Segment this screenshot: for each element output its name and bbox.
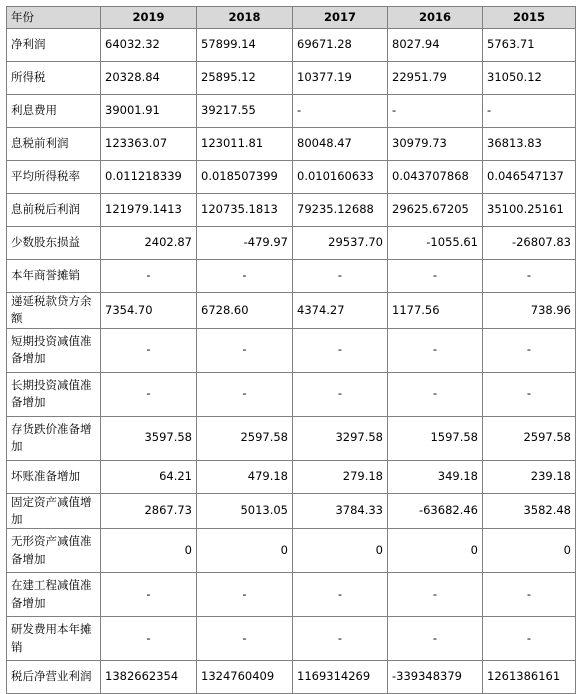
table-cell: 2597.58 [483, 416, 576, 460]
table-cell: 22951.79 [388, 62, 483, 95]
row-label: 存货跌价准备增加 [7, 416, 101, 460]
table-cell: 29537.70 [293, 227, 388, 260]
table-row [7, 661, 576, 694]
table-cell: - [197, 328, 293, 372]
header-year: 2015 [483, 7, 576, 29]
table-cell: - [197, 260, 293, 293]
table-cell: 2597.58 [197, 416, 293, 460]
table-cell: 279.18 [293, 460, 388, 493]
table-cell: 69671.28 [293, 29, 388, 62]
table-cell: 0.046547137 [483, 161, 576, 194]
table-cell: 0 [483, 529, 576, 573]
table-cell: -1055.61 [388, 227, 483, 260]
row-label: 息前税后利润 [7, 194, 101, 227]
table-row [7, 95, 576, 128]
table-cell: 80048.47 [293, 128, 388, 161]
header-row [7, 7, 576, 29]
table-cell: - [483, 617, 576, 661]
table-cell: 1324760409 [197, 661, 293, 694]
table-row [7, 416, 576, 460]
table-cell: - [101, 573, 197, 617]
table-row [7, 293, 576, 329]
table-cell: - [483, 260, 576, 293]
table-cell: 79235.12688 [293, 194, 388, 227]
table-row [7, 194, 576, 227]
table-row [7, 29, 576, 62]
row-label: 无形资产减值准备增加 [7, 529, 101, 573]
table-cell: 1382662354 [101, 661, 197, 694]
table-cell: 64032.32 [101, 29, 197, 62]
table-cell: 6728.60 [197, 293, 293, 329]
table-cell: - [388, 260, 483, 293]
header-year: 2018 [197, 7, 293, 29]
table-cell: -63682.46 [388, 493, 483, 529]
row-label: 短期投资减值准备增加 [7, 328, 101, 372]
table-cell: 479.18 [197, 460, 293, 493]
table-cell: - [293, 95, 388, 128]
table-cell: -26807.83 [483, 227, 576, 260]
table-cell: 4374.27 [293, 293, 388, 329]
table-cell: 10377.19 [293, 62, 388, 95]
table-cell: 5013.05 [197, 493, 293, 529]
table-cell: -339348379 [388, 661, 483, 694]
header-year: 2017 [293, 7, 388, 29]
table-cell: - [197, 372, 293, 416]
table-cell: 31050.12 [483, 62, 576, 95]
table-cell: 1177.56 [388, 293, 483, 329]
table-cell: - [101, 260, 197, 293]
table-cell: - [293, 260, 388, 293]
table-cell: - [293, 372, 388, 416]
table-cell: 0.010160633 [293, 161, 388, 194]
table-cell: 29625.67205 [388, 194, 483, 227]
table-cell: - [101, 328, 197, 372]
table-cell: 7354.70 [101, 293, 197, 329]
table-cell: 8027.94 [388, 29, 483, 62]
table-cell: 738.96 [483, 293, 576, 329]
table-cell: - [101, 617, 197, 661]
table-cell: - [483, 328, 576, 372]
table-row [7, 493, 576, 529]
table-row [7, 227, 576, 260]
table-body [7, 29, 576, 694]
table-cell: - [388, 372, 483, 416]
row-label: 平均所得税率 [7, 161, 101, 194]
table-cell: - [388, 617, 483, 661]
table-cell: 2867.73 [101, 493, 197, 529]
table-cell: 0 [293, 529, 388, 573]
table-cell: 2402.87 [101, 227, 197, 260]
table-cell: - [101, 372, 197, 416]
header-year: 2016 [388, 7, 483, 29]
table-row [7, 573, 576, 617]
table-cell: 64.21 [101, 460, 197, 493]
table-cell: 0.043707868 [388, 161, 483, 194]
table-cell: - [197, 573, 293, 617]
table-row [7, 372, 576, 416]
table-cell: 3597.58 [101, 416, 197, 460]
row-label: 坏账准备增加 [7, 460, 101, 493]
table-row [7, 617, 576, 661]
table-cell: 120735.1813 [197, 194, 293, 227]
table-cell: - [293, 328, 388, 372]
row-label: 本年商誉摊销 [7, 260, 101, 293]
row-label: 在建工程减值准备增加 [7, 573, 101, 617]
row-label: 所得税 [7, 62, 101, 95]
table-cell: 0.018507399 [197, 161, 293, 194]
row-label: 净利润 [7, 29, 101, 62]
table-row [7, 460, 576, 493]
table-cell: - [483, 372, 576, 416]
row-label: 少数股东损益 [7, 227, 101, 260]
table-cell: - [293, 617, 388, 661]
row-label: 息税前利润 [7, 128, 101, 161]
table-row [7, 529, 576, 573]
table-row [7, 161, 576, 194]
table-cell: - [388, 573, 483, 617]
header-year: 2019 [101, 7, 197, 29]
table-cell: 123363.07 [101, 128, 197, 161]
table-row [7, 62, 576, 95]
table-cell: 3582.48 [483, 493, 576, 529]
table-cell: -479.97 [197, 227, 293, 260]
table-cell: 1597.58 [388, 416, 483, 460]
table-cell: 349.18 [388, 460, 483, 493]
row-label: 固定资产减值增加 [7, 493, 101, 529]
row-label: 税后净营业利润 [7, 661, 101, 694]
table-cell: 0 [101, 529, 197, 573]
table-row [7, 128, 576, 161]
table-cell: 3784.33 [293, 493, 388, 529]
table-cell: - [388, 95, 483, 128]
table-header [7, 7, 576, 29]
financial-table [6, 6, 576, 694]
table-cell: 123011.81 [197, 128, 293, 161]
table-cell: 35100.25161 [483, 194, 576, 227]
table-cell: 0 [388, 529, 483, 573]
table-cell: 3297.58 [293, 416, 388, 460]
table-cell: 36813.83 [483, 128, 576, 161]
table-cell: 30979.73 [388, 128, 483, 161]
header-label-year: 年份 [7, 7, 101, 29]
row-label: 利息费用 [7, 95, 101, 128]
table-cell: - [483, 95, 576, 128]
row-label: 递延税款贷方余额 [7, 293, 101, 329]
table-cell: 39001.91 [101, 95, 197, 128]
table-row [7, 328, 576, 372]
table-cell: - [388, 328, 483, 372]
table-cell: 5763.71 [483, 29, 576, 62]
table-cell: 0 [197, 529, 293, 573]
table-cell: - [293, 573, 388, 617]
table-cell: 20328.84 [101, 62, 197, 95]
table-cell: 39217.55 [197, 95, 293, 128]
table-cell: 1169314269 [293, 661, 388, 694]
table-cell: - [483, 573, 576, 617]
row-label: 研发费用本年摊销 [7, 617, 101, 661]
table-cell: 25895.12 [197, 62, 293, 95]
table-cell: - [197, 617, 293, 661]
table-cell: 239.18 [483, 460, 576, 493]
row-label: 长期投资减值准备增加 [7, 372, 101, 416]
table-cell: 0.011218339 [101, 161, 197, 194]
table-cell: 121979.1413 [101, 194, 197, 227]
table-row [7, 260, 576, 293]
table-cell: 1261386161 [483, 661, 576, 694]
table-cell: 57899.14 [197, 29, 293, 62]
